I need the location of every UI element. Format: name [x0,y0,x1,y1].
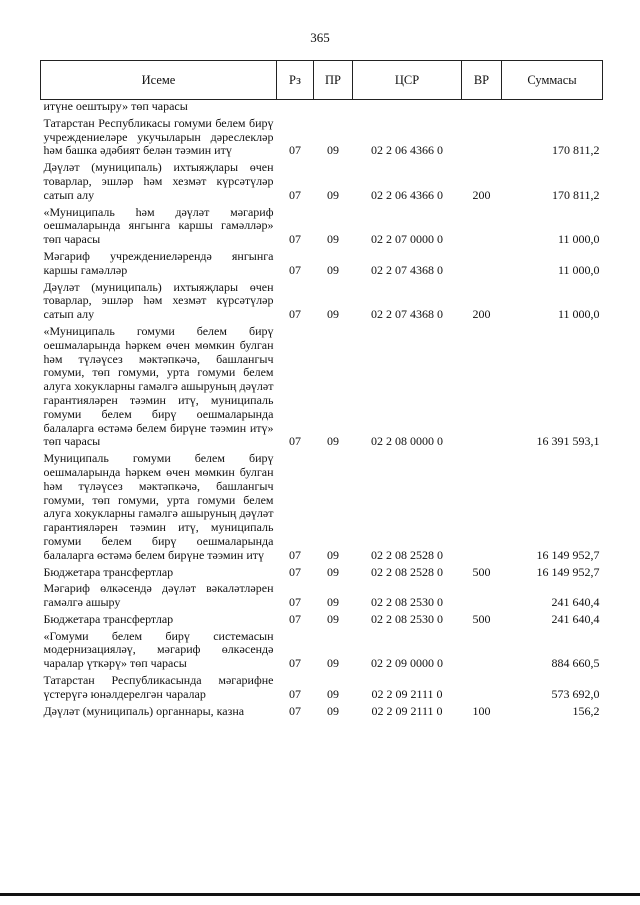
row-rz: 07 [289,307,301,322]
row-rz: 07 [289,547,301,562]
row-rz: 07 [289,611,301,626]
row-rz: 07 [289,434,301,449]
table-row [41,671,603,702]
row-name: Дәүләт (муниципаль) органнары, казна [43,703,245,718]
row-name: итүне оештыру» төп чарасы [43,99,188,113]
row-pr: 09 [327,434,339,449]
row-sum: 16 149 952,7 [536,564,600,579]
row-rz: 07 [289,232,301,247]
row-sum: 11 000,0 [557,232,600,247]
row-csr: 02 2 08 0000 0 [371,434,443,449]
row-rz: 07 [289,187,301,202]
row-csr: 02 2 07 0000 0 [371,232,443,247]
table-row [41,627,603,671]
row-sum: 16 149 952,7 [536,547,600,562]
row-sum: 884 660,5 [551,656,600,671]
row-pr: 09 [327,703,339,718]
row-sum: 11 000,0 [557,307,600,322]
table-row [41,114,603,158]
row-sum: 16 391 593,1 [536,434,600,449]
row-vr [462,114,502,158]
row-rz: 07 [289,703,301,718]
row-pr: 09 [327,595,339,610]
header-rz: Рз [277,61,314,100]
header-pr: ПР [314,61,353,100]
row-rz: 07 [289,595,301,610]
row-vr: 200 [472,307,491,322]
row-sum: 170 811,2 [551,187,600,202]
row-name: Бюджетара трансфертлар [43,611,174,626]
budget-table [40,60,603,718]
table-row [41,247,603,278]
table-header [41,61,603,100]
row-csr: 02 2 08 2530 0 [371,611,443,626]
row-pr [314,100,353,114]
header-name: Исеме [41,61,277,100]
row-vr: 500 [472,611,491,626]
table-row [41,702,603,719]
row-csr: 02 2 07 4368 0 [371,307,443,322]
row-pr: 09 [327,686,339,701]
header-vr: ВР [462,61,502,100]
row-pr: 09 [327,187,339,202]
row-pr: 09 [327,656,339,671]
row-csr: 02 2 09 2111 0 [371,686,443,701]
row-rz: 07 [289,656,301,671]
row-csr: 02 2 08 2528 0 [371,564,443,579]
row-pr: 09 [327,307,339,322]
row-vr [462,247,502,278]
row-name: Татарстан Республикасы гомуми белем бирү учреждениеләре укучыларын дәреслекләр һәм башка әдәбият белән тәэмин итү [43,115,274,158]
table-row [41,610,603,627]
row-name: Муниципаль гомуми белем бирү оешмаларында һәркем өчен мөмкин булган һәм түләүсез мәктәпкәчә, башлангыч гомуми, төп гомуми, урта гомуми белем алуга хокукларны гамәлгә ашыруның дәүләт гарантияләрен тәэмин итү, муниципаль гомуми белем бирү оешмаларында балаларга өстәмә белем бирүне тәэмин итү [43,451,274,562]
row-csr: 02 2 09 0000 0 [371,656,443,671]
row-pr: 09 [327,143,339,158]
header-csr: ЦСР [353,61,462,100]
row-vr: 500 [472,564,491,579]
row-vr [462,203,502,247]
row-pr: 09 [327,232,339,247]
row-name: Дәүләт (муниципаль) ихтыяҗлары өчен товарлар, эшләр һәм хезмәт күрсәтүләр сатып алу [43,160,274,202]
row-pr: 09 [327,262,339,277]
row-name: Мәгариф учреждениеләрендә янгынга каршы гамәлләр [43,248,274,277]
row-rz: 07 [289,564,301,579]
row-sum: 241 640,4 [551,595,600,610]
row-sum: 573 692,0 [551,686,600,701]
row-name: «Гомуми белем бирү системасын модернизацияләү, мәгариф өлкәсендә чаралар үткәрү» төп чарасы [43,628,274,671]
row-rz [277,100,314,114]
bottom-rule [0,893,640,896]
row-sum: 170 811,2 [551,143,600,158]
header-sum: Суммасы [502,61,603,100]
row-pr: 09 [327,564,339,579]
row-pr: 09 [327,547,339,562]
row-vr [462,627,502,671]
row-vr [462,100,502,114]
table-body [41,100,603,719]
row-vr: 100 [472,703,491,718]
row-name: «Муниципаль гомуми белем бирү оешмаларында һәркем өчен мөмкин булган һәм түләүсез мәктәпкәчә, башлангыч гомуми, төп гомуми, урта гомуми белем алуга хокукларны гамәлгә ашыруның дәүләт гарантияләрен тәэмин итү, муниципаль гомуми белем бирү оешмаларында балаларга өстәмә белем бирүне тәэмин итү» төп чарасы [43,323,274,449]
table-row [41,322,603,449]
table-row [41,449,603,562]
row-pr: 09 [327,611,339,626]
row-csr: 02 2 09 2111 0 [371,703,443,718]
row-sum: 11 000,0 [557,262,600,277]
row-rz: 07 [289,143,301,158]
row-name: Татарстан Республикасында мәгарифне үстерүгә юнәлдерелгән чаралар [43,673,274,701]
row-csr: 02 2 06 4366 0 [371,187,443,202]
table-row [41,100,603,114]
row-rz: 07 [289,686,301,701]
table-row [41,579,603,610]
row-vr [462,671,502,702]
row-sum [502,100,603,114]
row-vr [462,322,502,449]
table-row [41,563,603,580]
row-vr [462,449,502,562]
row-name: Мәгариф өлкәсендә дәүләт вәкаләтләрен гамәлгә ашыру [43,581,274,610]
row-vr: 200 [472,187,491,202]
row-csr: 02 2 07 4368 0 [371,262,443,277]
row-csr [353,100,462,114]
row-name: Бюджетара трансфертлар [43,564,174,579]
row-name: Дәүләт (муниципаль) ихтыяҗлары өчен товарлар, эшләр һәм хезмәт күрсәтүләр сатып алу [43,279,274,322]
row-csr: 02 2 06 4366 0 [371,143,443,158]
page-number: 365 [310,30,330,45]
row-csr: 02 2 08 2530 0 [371,595,443,610]
row-sum: 241 640,4 [551,611,600,626]
table-row [41,203,603,247]
row-csr: 02 2 08 2528 0 [371,547,443,562]
row-name: «Муниципаль һәм дәүләт мәгариф оешмаларында янгынга каршы гамәлләр» төп чарасы [43,204,274,247]
row-rz: 07 [289,262,301,277]
row-vr [462,579,502,610]
row-sum: 156,2 [572,703,600,718]
table-row [41,158,603,202]
table-row [41,278,603,322]
